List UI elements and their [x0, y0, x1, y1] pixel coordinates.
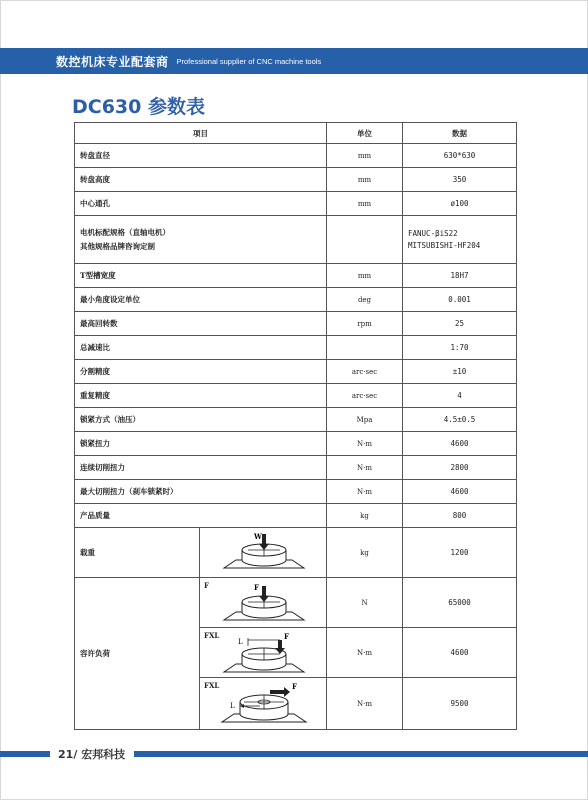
load-figure: [200, 528, 327, 578]
table-row: [75, 288, 517, 312]
axial-unit: N: [327, 578, 403, 628]
row-unit: rpm: [327, 312, 403, 336]
row-value: ø100: [403, 192, 517, 216]
row-value: 4: [403, 384, 517, 408]
turntable-load-diagram: [208, 530, 318, 576]
load-value: 1200: [403, 528, 517, 578]
row-unit: [327, 336, 403, 360]
row-item: 最小角度设定单位: [75, 288, 327, 312]
moment-value: 4600: [403, 628, 517, 678]
tilt-fig-label: FXL: [204, 681, 220, 690]
row-item: T型槽宽度: [75, 264, 327, 288]
moment-load-diagram: [208, 630, 318, 676]
row-item: 重复精度: [75, 384, 327, 408]
header-title-en: Professional supplier of CNC machine tools: [176, 56, 322, 66]
row-item: 分割精度: [75, 360, 327, 384]
row-item: 转盘直径: [75, 144, 327, 168]
axial-load-diagram: [208, 580, 318, 626]
header-unit: 单位: [327, 123, 403, 144]
row-value: 2800: [403, 456, 517, 480]
force-label: F: [284, 631, 289, 641]
table-row: [75, 336, 517, 360]
row-unit: mm: [327, 168, 403, 192]
parameter-table: [74, 122, 517, 730]
table-row: [75, 360, 517, 384]
load-unit: kg: [327, 528, 403, 578]
row-unit: mm: [327, 192, 403, 216]
row-item: 最高回转数: [75, 312, 327, 336]
row-unit: N·m: [327, 480, 403, 504]
moment-unit: N·m: [327, 628, 403, 678]
footer-bar-right: [134, 751, 588, 757]
footer-separator: /: [73, 748, 78, 761]
axial-fig-label: F: [204, 581, 209, 590]
row-value-line2: MITSUBISHI-HF204: [408, 241, 481, 250]
table-row: [75, 312, 517, 336]
row-value: 350: [403, 168, 517, 192]
row-unit: deg: [327, 288, 403, 312]
moment-fig-label: FXL: [204, 631, 220, 640]
table-row: [75, 384, 517, 408]
length-label: L: [238, 637, 243, 646]
header-banner: [0, 48, 588, 74]
row-item-line2: 其他规格品牌咨询定制: [80, 242, 155, 251]
row-unit: N·m: [327, 456, 403, 480]
row-value: 25: [403, 312, 517, 336]
table-row: [75, 168, 517, 192]
table-row: [75, 192, 517, 216]
load-label: W: [254, 531, 262, 541]
axial-value: 65000: [403, 578, 517, 628]
table-row: [75, 504, 517, 528]
header-data: 数据: [403, 123, 517, 144]
row-value: 630*630: [403, 144, 517, 168]
length-label: L: [230, 701, 235, 710]
table-row: [75, 432, 517, 456]
row-unit: arc·sec: [327, 384, 403, 408]
table-row: [75, 264, 517, 288]
row-value: 18H7: [403, 264, 517, 288]
row-unit: mm: [327, 264, 403, 288]
page-number: 21: [58, 748, 74, 761]
tilt-unit: N·m: [327, 678, 403, 730]
table-row: [75, 144, 517, 168]
force-arrow-head: [284, 687, 290, 697]
row-value: 4600: [403, 432, 517, 456]
tilt-value: 9500: [403, 678, 517, 730]
row-item: 锁紧方式（油压）: [75, 408, 327, 432]
row-value-line1: FANUC-βiS22: [408, 229, 458, 238]
row-unit: mm: [327, 144, 403, 168]
page-title: DC630 参数表: [72, 96, 205, 118]
row-value: 800: [403, 504, 517, 528]
header-title-cn: 数控机床专业配套商: [56, 54, 169, 69]
row-item: 锁紧扭力: [75, 432, 327, 456]
row-unit: kg: [327, 504, 403, 528]
footer-bar-left: [0, 751, 50, 757]
table-row: [75, 456, 517, 480]
row-item: 总减速比: [75, 336, 327, 360]
table-row: [75, 480, 517, 504]
row-item: 连续切削扭力: [75, 456, 327, 480]
tilt-load-diagram: [208, 680, 318, 728]
row-item: 转盘高度: [75, 168, 327, 192]
row-unit: Mpa: [327, 408, 403, 432]
row-item: 中心通孔: [75, 192, 327, 216]
row-item: 产品质量: [75, 504, 327, 528]
allowable-item: 容许负荷: [75, 578, 200, 730]
row-unit: [327, 216, 403, 264]
row-unit: N·m: [327, 432, 403, 456]
table-row: [75, 216, 517, 264]
row-value: 0.001: [403, 288, 517, 312]
header-item: 项目: [75, 123, 327, 144]
table-header-row: [75, 123, 517, 144]
row-value: 4600: [403, 480, 517, 504]
allowable-row: [75, 578, 517, 628]
company-name: 宏邦科技: [81, 748, 126, 761]
row-item: [75, 216, 327, 264]
load-row: [75, 528, 517, 578]
moment-load-figure: [200, 628, 327, 678]
row-unit: arc·sec: [327, 360, 403, 384]
row-value: 4.5±0.5: [403, 408, 517, 432]
row-value: [403, 216, 517, 264]
row-item: 最大切削扭力（刹车锁紧时）: [75, 480, 327, 504]
row-item-line1: 电机标配规格（直轴电机）: [80, 228, 170, 237]
row-value: ±10: [403, 360, 517, 384]
force-label: F: [254, 582, 259, 592]
force-label: F: [292, 681, 297, 691]
table-row: [75, 408, 517, 432]
tilt-load-figure: [200, 678, 327, 730]
footer: [58, 746, 125, 762]
force-arrow-shaft: [270, 690, 284, 694]
axial-load-figure: [200, 578, 327, 628]
row-value: 1:70: [403, 336, 517, 360]
load-item: 载重: [75, 528, 200, 578]
